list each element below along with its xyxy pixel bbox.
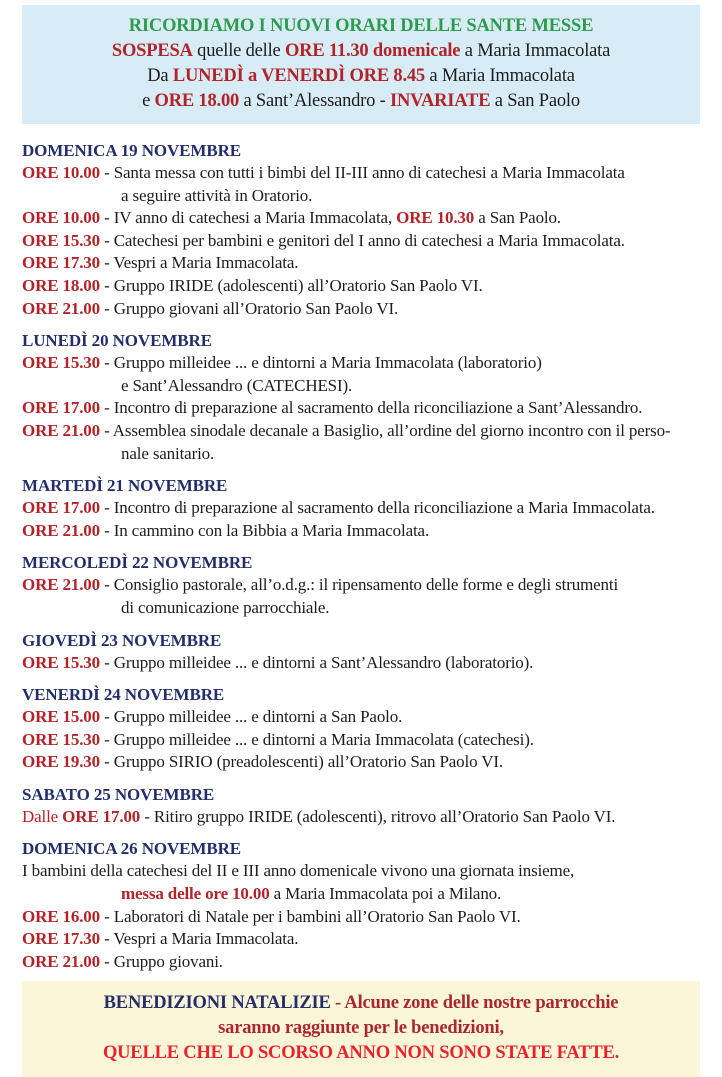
notice-title: RICORDIAMO I NUOVI ORARI DELLE SANTE MESSE — [128, 16, 594, 36]
text-segment: Da — [147, 66, 173, 86]
day-section — [22, 783, 700, 829]
footer-line — [30, 991, 692, 1016]
text-segment: ORE 19.30 — [22, 752, 100, 772]
text-segment: quelle delle — [192, 41, 285, 61]
text-segment: - Catechesi per bambini e genitori del I anno di catechesi a Maria Immacolata. — [100, 230, 625, 250]
text-segment: ORE 11.30 domenicale — [284, 41, 461, 61]
text-segment: - — [330, 993, 345, 1014]
schedule-line — [22, 520, 700, 543]
schedule-line — [22, 252, 700, 275]
day-heading: DOMENICA 19 NOVEMBRE — [22, 141, 242, 160]
text-segment: - Vespri a Maria Immacolata. — [100, 253, 299, 273]
text-segment: a Sant’Alessandro - — [239, 91, 391, 111]
text-segment: ORE 21.00 — [22, 575, 100, 595]
text-segment: - Gruppo IRIDE (adolescenti) all’Oratorio San Paolo VI. — [100, 275, 483, 295]
text-segment: Alcune zone delle nostre parrocchie — [344, 993, 619, 1014]
schedule-line — [22, 375, 700, 398]
schedule-line — [22, 397, 700, 420]
text-segment: - Gruppo giovani. — [100, 951, 223, 971]
text-segment: ORE 17.30 — [22, 253, 100, 273]
day-heading: GIOVEDÌ 23 NOVEMBRE — [22, 630, 222, 650]
blessings-footer-box — [22, 981, 700, 1077]
text-segment: a seguire attività in Oratorio. — [121, 185, 313, 205]
text-segment: ORE 17.30 — [22, 929, 100, 949]
text-segment: ORE 18.00 — [22, 275, 100, 295]
schedule-line — [22, 706, 700, 729]
day-heading: VENERDÌ 24 NOVEMBRE — [22, 685, 225, 705]
schedule-line — [22, 443, 700, 466]
text-segment: Dalle — [22, 806, 63, 826]
text-segment: ORE 10.00 — [22, 163, 100, 182]
text-segment: ORE 15.30 — [22, 729, 100, 749]
text-segment: ORE 21.00 — [22, 420, 100, 440]
schedule-line — [22, 420, 700, 443]
text-segment: - Gruppo giovani all’Oratorio San Paolo VI. — [100, 298, 399, 318]
day-heading: DOMENICA 26 NOVEMBRE — [22, 839, 242, 859]
text-segment: - Vespri a Maria Immacolata. — [100, 929, 299, 949]
text-segment: - Gruppo milleidee ... e dintorni a Sant’Alessandro (laboratorio). — [100, 652, 534, 672]
text-segment: ORE 15.30 — [22, 230, 100, 250]
schedule-line — [22, 275, 700, 298]
text-segment: INVARIATE — [390, 91, 491, 111]
day-section — [22, 837, 700, 973]
schedule-line — [22, 652, 700, 675]
footer-line — [30, 1041, 692, 1066]
mass-times-notice-box — [22, 5, 700, 124]
notice-lines — [32, 39, 690, 114]
day-section — [22, 329, 700, 465]
schedule-line — [22, 352, 700, 375]
text-segment: - Consiglio pastorale, all’o.d.g.: il ripensamento delle forme e degli strumenti — [100, 575, 619, 595]
day-heading: MERCOLEDÌ 22 NOVEMBRE — [22, 553, 253, 573]
text-segment: ORE 21.00 — [22, 298, 100, 318]
text-segment: - Incontro di preparazione al sacramento della riconciliazione a Sant’Alessandro. — [100, 398, 643, 418]
text-segment: ORE 10.00 — [22, 208, 100, 228]
text-segment: ORE 17.00 — [62, 806, 141, 826]
text-segment: messa delle ore 10.00 — [121, 884, 270, 904]
text-segment: ORE 16.00 — [22, 906, 100, 926]
text-segment: ORE 17.00 — [22, 498, 100, 518]
text-segment: ORE 15.30 — [22, 652, 100, 672]
schedule-line — [22, 806, 700, 829]
text-segment: - Ritiro gruppo IRIDE (adolescenti), ritrovo all’Oratorio San Paolo VI. — [140, 806, 616, 826]
text-segment: ORE 18.00 — [154, 91, 240, 111]
text-segment: di comunicazione parrocchiale. — [121, 597, 330, 617]
text-segment: - Laboratori di Natale per i bambini all’Oratorio San Paolo VI. — [100, 906, 521, 926]
notice-line — [32, 64, 690, 89]
bulletin-page — [0, 5, 722, 1064]
text-segment: SOSPESA — [111, 41, 193, 61]
schedule-line — [22, 185, 700, 208]
schedule-line — [22, 883, 700, 906]
text-segment: ORE 10.30 — [396, 208, 475, 228]
text-segment: - Gruppo milleidee ... e dintorni a Maria Immacolata (laboratorio) — [100, 353, 542, 373]
schedule-line — [22, 298, 700, 321]
schedule-line — [22, 230, 700, 253]
text-segment: - IV anno di catechesi a Maria Immacolata, — [100, 208, 397, 228]
notice-line — [32, 89, 690, 114]
text-segment: a San Paolo — [490, 91, 580, 111]
text-segment: e — [142, 91, 155, 111]
day-heading: MARTEDÌ 21 NOVEMBRE — [22, 476, 228, 496]
day-section — [22, 629, 700, 675]
schedule-line — [22, 497, 700, 520]
text-segment: I bambini della catechesi del II e III anno domenicale vivono una giornata insieme, — [22, 861, 575, 881]
text-segment: LUNEDÌ a VENERDÌ ORE 8.45 — [172, 66, 425, 86]
day-heading: SABATO 25 NOVEMBRE — [22, 784, 215, 804]
day-heading: LUNEDÌ 20 NOVEMBRE — [22, 331, 212, 351]
day-section — [22, 551, 700, 619]
text-segment: nale sanitario. — [121, 443, 215, 463]
text-segment: - Santa messa con tutti i bimbi del II-III anno di catechesi a Maria Immacolata — [100, 163, 625, 182]
text-segment: - Incontro di preparazione al sacramento della riconciliazione a Maria Immacolata. — [100, 498, 655, 518]
text-segment: ORE 15.30 — [22, 353, 100, 373]
text-segment: - Gruppo milleidee ... e dintorni a Maria Immacolata (catechesi). — [100, 729, 534, 749]
weekly-schedule — [22, 130, 700, 973]
schedule-line — [22, 860, 700, 883]
text-segment: ORE 17.00 — [22, 398, 100, 418]
notice-line — [32, 39, 690, 64]
text-segment: a Maria Immacolata — [460, 41, 611, 61]
text-segment: BENEDIZIONI NATALIZIE — [103, 993, 331, 1014]
text-segment: - Assemblea sinodale decanale a Basiglio, all’ordine del giorno incontro con il perso- — [100, 420, 671, 440]
schedule-line — [22, 751, 700, 774]
day-section — [22, 683, 700, 774]
footer-line — [30, 1016, 692, 1041]
text-segment: - Gruppo milleidee ... e dintorni a San Paolo. — [100, 707, 403, 727]
text-segment: ORE 15.00 — [22, 707, 100, 727]
schedule-line — [22, 207, 700, 230]
footer-lines — [30, 991, 692, 1066]
text-segment: a Maria Immacolata — [425, 66, 575, 86]
text-segment: QUELLE CHE LO SCORSO ANNO NON SONO STATE FATTE. — [102, 1043, 620, 1064]
day-section — [22, 139, 700, 320]
text-segment: a San Paolo. — [474, 208, 561, 228]
schedule-line — [22, 162, 700, 185]
text-segment: a Maria Immacolata poi a Milano. — [269, 884, 502, 904]
schedule-line — [22, 928, 700, 951]
text-segment: ORE 21.00 — [22, 951, 100, 971]
text-segment: - In cammino con la Bibbia a Maria Immacolata. — [100, 520, 430, 540]
text-segment: saranno raggiunte per le benedizioni, — [218, 1018, 504, 1039]
schedule-line — [22, 729, 700, 752]
text-segment: e Sant’Alessandro (CATECHESI). — [121, 375, 353, 395]
text-segment: - Gruppo SIRIO (preadolescenti) all’Oratorio San Paolo VI. — [100, 752, 503, 772]
day-section — [22, 474, 700, 542]
schedule-line — [22, 597, 700, 620]
schedule-line — [22, 906, 700, 929]
schedule-line — [22, 574, 700, 597]
schedule-line — [22, 951, 700, 974]
text-segment: ORE 21.00 — [22, 520, 100, 540]
